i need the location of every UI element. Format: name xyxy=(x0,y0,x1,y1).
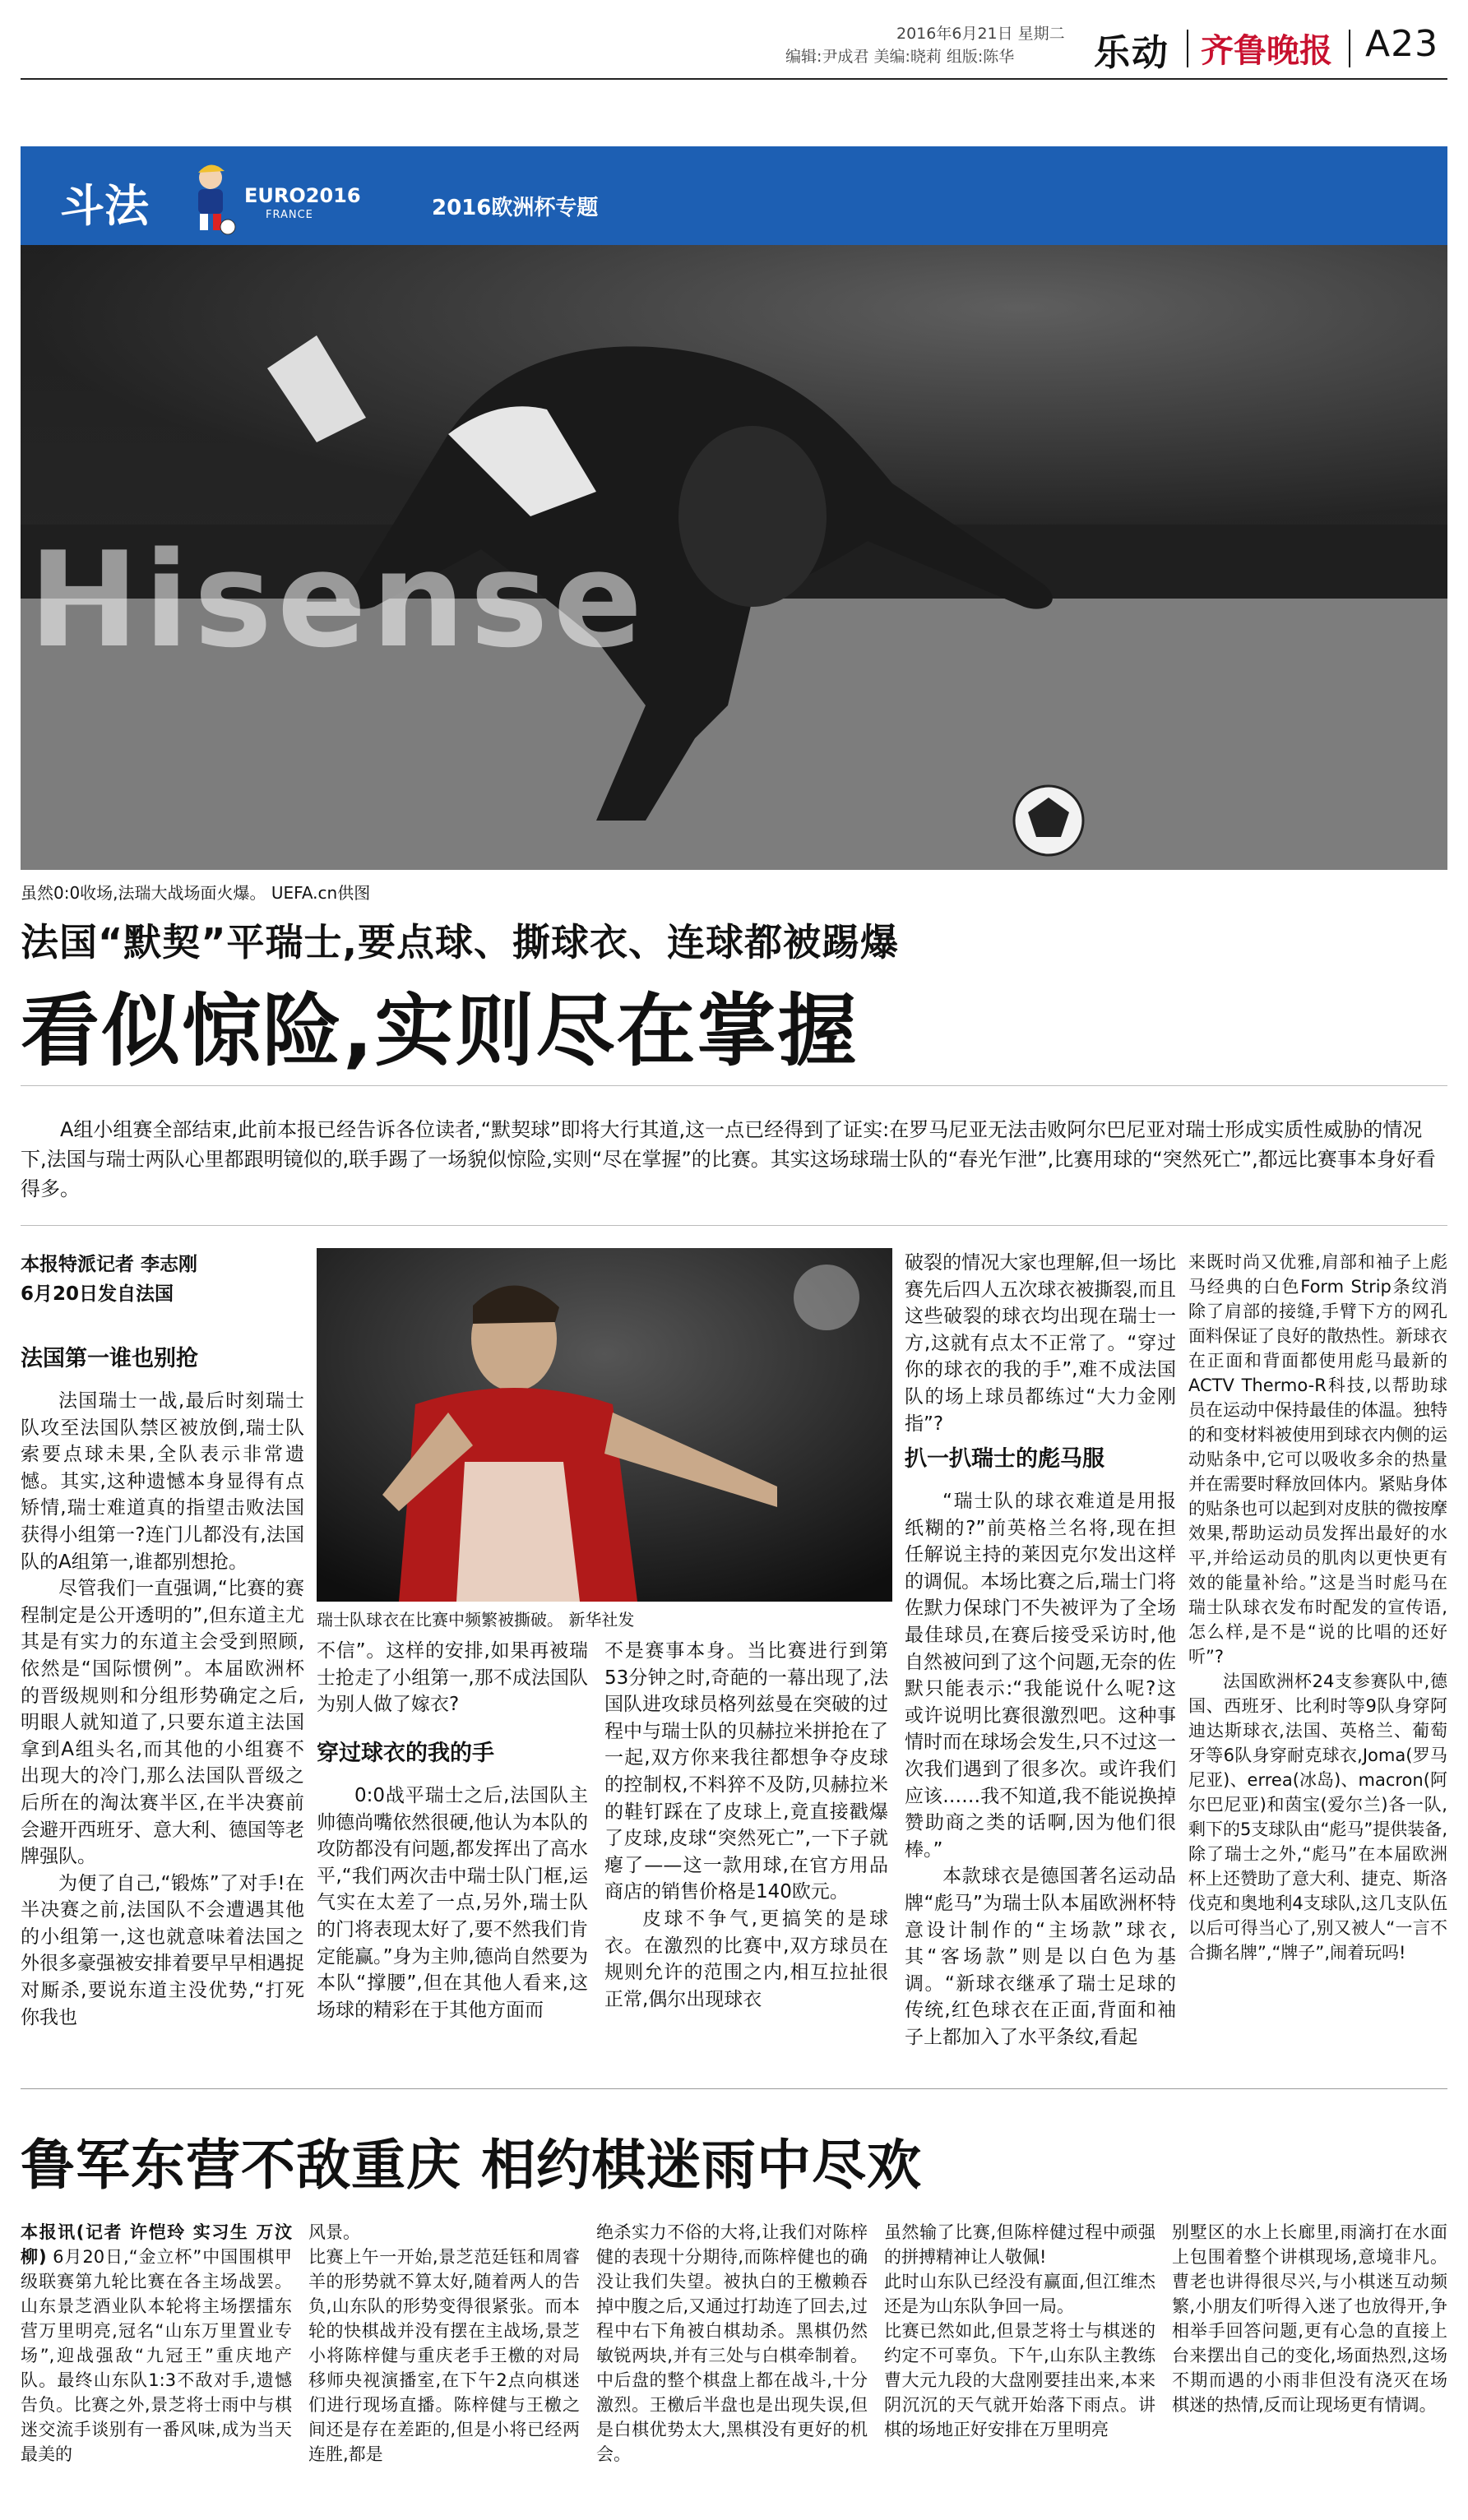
paragraph: 不信”。这样的安排,如果再被瑞士抢走了小组第一,那不成法国队为别人做了嫁衣? xyxy=(317,1640,588,1716)
paragraph: 法国瑞士一战,最后时刻瑞士队攻至法国队禁区被放倒,瑞士队索要点球未果,全队表示非常遗憾。其实,这种遗憾本身显得有点矫情,瑞士难道真的指望击败法国获得小组第一?连门儿都没有,法国队的A组第一,谁都别想抢。 xyxy=(21,1390,304,1573)
paragraph: 来既时尚又优雅,肩部和袖子上彪马经典的白色Form Strip条纹消除了肩部的接缝,手臂下方的网孔面料保证了良好的散热性。新球衣在正面和背面都使用彪马最新的ACTV Thermo-R科技,以帮助球员在运动中保持最佳的体温。独特的和变材料被使用到球衣内侧的运动贴条中,它可以吸收多余的热量并在需要时释放回体内。紧贴身体的贴条也可以起到对皮肤的微按摩效果,帮助运动员发挥出最好的水平,并给运动员的肌肉以更快更有效的能量补给。”这是当时彪马在瑞士队球衣发布时配发的宣传语,怎么样,是不是“说的比唱的还好听”? xyxy=(1188,1252,1447,1667)
paragraph: 破裂的情况大家也理解,但一场比赛先后四人五次球衣被撕裂,而且这些破裂的球衣均出现在瑞士一方,这就有点太不正常了。“穿过你的球衣的我的手”,难不成法国队的场上球员都练过“大力金刚指”? xyxy=(905,1252,1176,1435)
story1-col2 xyxy=(317,1638,588,1718)
mascot-icon xyxy=(182,161,239,237)
story2-byline: 本报讯(记者 许恺玲 实习生 万汶柳) xyxy=(21,2222,292,2267)
story1-byline xyxy=(21,1250,300,1309)
header-divider xyxy=(1187,30,1188,67)
lead-bottom-rule xyxy=(21,1225,1447,1226)
publication-name: 齐鲁晚报 xyxy=(1201,31,1332,70)
player-photo xyxy=(317,1248,892,1602)
story1-col1 xyxy=(21,1388,304,2031)
lead-top-rule xyxy=(21,1085,1447,1086)
paragraph: “瑞士队的球衣难道是用报纸糊的?”前英格兰名将,现在担任解说主持的莱因克尔发出这样的调侃。本场比赛之后,瑞士门将佐默力保球门不失被评为了全场最佳球员,在赛后接受采访时,他自然被问到了这个问题,无奈的佐默只能表示:“我能说什么呢?这或许说明比赛很激烈吧。这种事情时而在球场会发生,只不过这一次我们遇到了很多次。或许我们应该……我不知道,我不能说换掉赞助商之类的话啊,因为他们很棒。” xyxy=(905,1491,1176,1861)
paragraph: 本款球衣是德国著名运动品牌“彪马”为瑞士队本届欧洲杯特意设计制作的“主场款”球衣,其“客场款”则是以白色为基调。“新球衣继承了瑞士足球的传统,红色球衣在正面,背面和袖子上都加入了水平条纹,看起 xyxy=(905,1866,1176,2048)
section-title: 斗法 xyxy=(60,180,149,232)
story1-headline: 看似惊险,实则尽在掌握 xyxy=(21,985,859,1077)
column-name: 乐动 xyxy=(1094,32,1169,74)
paragraph: 法国欧洲杯24支参赛队中,德国、西班牙、比利时等9队身穿阿迪达斯球衣,法国、英格兰、葡萄牙等6队身穿耐克球衣,Joma(罗马尼亚)、errea(冰岛)、macron(阿尔巴尼亚)和茵宝(爱尔兰)各一队,剩下的5支球队由“彪马”提供装备,除了瑞士之外,“彪马”在本届欧洲杯上还赞助了意大利、捷克、斯洛伐克和奥地利4支球队,这几支队伍以后可得当心了,别又被人“一言不合撕名牌”,“牌子”,闹着玩吗! xyxy=(1188,1672,1447,1963)
player-photo-caption: 瑞士队球衣在比赛中频繁被撕破。 新华社发 xyxy=(317,1610,635,1630)
paragraph: 不是赛事本身。当比赛进行到第53分钟之时,奇葩的一幕出现了,法国队进攻球员格列兹曼在突破的过程中与瑞士队的贝赫拉米拼抢在了一起,双方你来我往都想争夺皮球的控制权,不料猝不及防,贝赫拉米的鞋钉踩在了皮球上,竟直接戳爆了皮球,皮球“突然死亡”,一下子就瘪了——这一款用球,在官方用品商店的销售价格是140欧元。 xyxy=(604,1640,888,1903)
story1-col4 xyxy=(905,1250,1176,1437)
date-line: 2016年6月21日 星期二 xyxy=(896,25,1065,43)
byline-dateline: 6月20日发自法国 xyxy=(21,1283,174,1305)
section-title-3: 扒一扒瑞士的彪马服 xyxy=(905,1446,1104,1472)
story1-subtitle: 法国“默契”平瑞士,要点球、撕球衣、连球都被踢爆 xyxy=(21,920,899,964)
paragraph: 为便了自己,“锻炼”了对手!在半决赛之前,法国队不会遭遇其他的小组第一,这也就意味着法国之外很多豪强被安排着要早早相遇捉对厮杀,要说东道主没优势,“打死你我也 xyxy=(21,1872,304,2028)
topic-label: 2016欧洲杯专题 xyxy=(432,196,599,220)
editors-line: 编辑:尹成君 美编:晓莉 组版:陈华 xyxy=(785,48,1015,66)
main-photo-caption: 虽然0:0收场,法瑞大战场面火爆。 UEFA.cn供图 xyxy=(21,883,371,903)
player-photo-image xyxy=(317,1248,892,1602)
section-title-1: 法国第一谁也别抢 xyxy=(21,1346,198,1371)
main-photo xyxy=(21,245,1447,870)
ad-board-text: Hisense xyxy=(29,523,648,677)
story2-col1-text: 6月20日,“金立杯”中国围棋甲级联赛第九轮比赛在各主场战罢。山东景芝酒业队本轮将主场摆擂东营万里明亮,冠名“山东万里置业专场”,迎战强敌“九冠王”重庆地产队。最终山东队1:3不敌对手,遗憾告负。比赛之外,景芝将士雨中与棋迷交流手谈别有一番风味,成为当天最美的 xyxy=(21,2247,292,2464)
header-rule xyxy=(21,78,1447,80)
story1-col3 xyxy=(604,1638,888,2013)
story1-col5 xyxy=(1188,1250,1447,1965)
euro-logo-text: EURO2016 xyxy=(244,184,361,207)
byline-reporter: 本报特派记者 李志刚 xyxy=(21,1254,198,1275)
paragraph: 0:0战平瑞士之后,法国队主帅德尚嘴依然很硬,他认为本队的攻防都没有问题,都发挥出了高水平,“我们两次击中瑞士队门框,运气实在太差了一点,另外,瑞士队的门将表现太好了,要不然我们肯定能赢。”身为主帅,德尚自然要为本队“撑腰”,但在其他人看来,这场球的精彩在于其他方面而 xyxy=(317,1785,588,2021)
story2-headline: 鲁军东营不敌重庆 相约棋迷雨中尽欢 xyxy=(21,2134,922,2197)
story1-col4b xyxy=(905,1488,1176,2051)
euro-logo-sub: FRANCE xyxy=(266,209,313,221)
section-title-2: 穿过球衣的我的手 xyxy=(317,1741,494,1766)
story2-col5: 别墅区的水上长廊里,雨滴打在水面上包围着整个讲棋现场,意境非凡。曹老也讲得很尽兴,与小棋迷互动频繁,小朋友们听得入迷了也放得开,争相举手回答问题,更有心急的直接上台来摆出自己的变化,场面热烈,这场不期而遇的小雨非但没有浇灭在场棋迷的热情,反而让现场更有情调。 xyxy=(1172,2222,1447,2415)
story2-col1 xyxy=(21,2220,292,2467)
section-banner xyxy=(21,146,1447,245)
story2-col4: 虽然输了比赛,但陈梓健过程中顽强的拼搏精神让人敬佩! 此时山东队已经没有赢面,但江维杰还是为山东队争回一局。 比赛已然如此,但景芝将士与棋迷的约定不可辜负。下午,山东队主教练曹大元九段的大盘刚要挂出来,本来阴沉沉的天气就开始落下雨点。讲棋的场地正好安排在万里明亮 xyxy=(884,2222,1155,2439)
story-divider xyxy=(21,2088,1447,2089)
paragraph: 尽管我们一直强调,“比赛的赛程制定是公开透明的”,但东道主尤其是有实力的东道主会受到照顾,依然是“国际惯例”。本届欧洲杯的晋级规则和分组形势确定之后,明眼人就知道了,只要东道主法国拿到A组头名,而其他的小组赛不出现大的冷门,那么法国队晋级之后所在的淘汰赛半区,在半决赛前会避开西班牙、意大利、德国等老牌强队。 xyxy=(21,1578,304,1868)
paragraph: 皮球不争气,更搞笑的是球衣。在激烈的比赛中,双方球员在规则允许的范围之内,相互拉扯很正常,偶尔出现球衣 xyxy=(604,1907,888,2010)
story1-lead: A组小组赛全部结束,此前本报已经告诉各位读者,“默契球”即将大行其道,这一点已经得到了证实:在罗马尼亚无法击败阿尔巴尼亚对瑞士形成实质性威胁的情况下,法国与瑞士两队心里都跟明镜似的,联手踢了一场貌似惊险,实则“尽在掌握”的比赛。其实这场球瑞士队的“春光乍泄”,比赛用球的“突然死亡”,都远比赛事本身好看得多。 xyxy=(21,1118,1436,1200)
story2-col3: 绝杀实力不俗的大将,让我们对陈梓健的表现十分期待,而陈梓健也的确没让我们失望。被执白的王檄赖吞掉中腹之后,又通过打劫连了回去,过程中右下角被白棋劫杀。黑棋仍然敏锐两块,并有三处与白棋牵制着。中后盘的整个棋盘上都在战斗,十分激烈。王檄后半盘也是出现失误,但是白棋优势太大,黑棋没有更好的机会。 xyxy=(596,2222,868,2464)
story1-col2b xyxy=(317,1782,588,2023)
header-divider xyxy=(1349,30,1350,67)
page-number: A23 xyxy=(1365,23,1439,65)
story2-col2: 风景。 比赛上午一开始,景芝范廷钰和周睿羊的形势就不算太好,随着两人的告负,山东队的形势变得很紧张。而本轮的快棋战并没有摆在主战场,景芝小将陈梓健与重庆老手王檄的对局移师央视演播室,在下午2点向棋迷们进行现场直播。陈梓健与王檄之间还是存在差距的,但是小将已经两连胜,都是 xyxy=(308,2222,580,2464)
